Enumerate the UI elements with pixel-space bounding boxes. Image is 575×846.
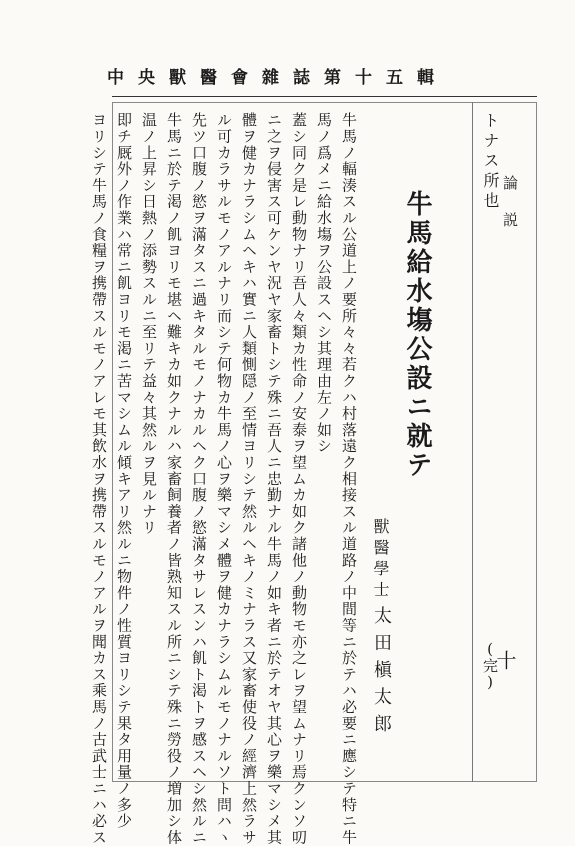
author-name: 太田槇太郎 [371,606,392,741]
running-header [40,70,515,96]
frame-left [112,102,113,782]
previous-article-ending: トナス所也 [481,112,500,212]
body-line: 牛馬ニ於テ渇ノ飢ヨリモ堪ヘ難キカ如クナルハ家畜飼養者ノ皆熟知スル所ニシテ殊ニ勞役ノ増加シ体 [165,112,183,846]
body-line: ヨリシテ牛馬ノ食糧ヲ携帶スルモノアレモ其飲水ヲ携帶スルモノアルヲ聞カス乘馬ノ古武士ニハ必ス [90,112,108,846]
frame-right [536,102,537,782]
header-rule [112,96,537,97]
body-line: 温ノ上昇シ日熱ノ添勢スルニ至リテ益々其然ルヲ見ルナリ [140,112,158,536]
body-line: ニ之ヲ侵害ス可ケンヤ況ヤ家畜トシテ殊ニ吾人ニ忠勤ナル牛馬ノ如キ者ニ於テオヤ其心ヲ樂マシメ其 [265,112,283,846]
section-label: 論説 [501,175,519,249]
body-line: 即チ厩外ノ作業ハ常ニ飢ヨリモ渇ニ苦マシムル傾キアリ然ルニ物件ノ性質ヨリシテ果タ用量ノ多少 [115,112,133,830]
body-line: 體ヲ健カナラシムヘキハ實ニ人類惻隠ノ至情ヨリシテ然ルヘキノミナラス又家畜使役ノ經濟上然ラサ [240,112,258,846]
body-line: 先ツ口腹ノ慾ヲ滿タスニ過キタルモノナカルヘク口腹ノ慾滿タサレスンハ飢ト渇トヲ感スヘシ然ルニ [190,112,208,846]
page-number: 十 [493,650,517,670]
article-title: 牛馬給水塲公設ニ就テ [402,190,432,480]
author-title: 獸醫學士 [371,518,390,602]
body-line: 蓋シ同ク是レ動物ナリ吾人々類カ性命ノ安泰ヲ望ムカ如ク諸他ノ動物モ亦之レヲ望ムナリ焉クンソ叨 [290,112,308,846]
end-mark: (完) [481,640,499,691]
article-divider [472,102,473,782]
body-line: 馬ノ爲メニ給水塲ヲ公設スヘシ其理由左ノ如シ [315,112,333,455]
body-line: ル可カラサルモノアルナリ而シテ何物カ牛馬ノ心ヲ樂マシメ體ヲ健カナラシムルモノナルソト問ハヽ [215,112,233,846]
journal-title: 中央獸醫會雜誌第十五輯 [107,68,448,88]
frame-top [112,102,537,103]
body-line: 牛馬ノ輻湊スル公道上ノ要所々々若クハ村落遠ク相接スル道路ノ中間等ニ於テハ必要ニ應シテ特ニ牛 [340,112,358,846]
